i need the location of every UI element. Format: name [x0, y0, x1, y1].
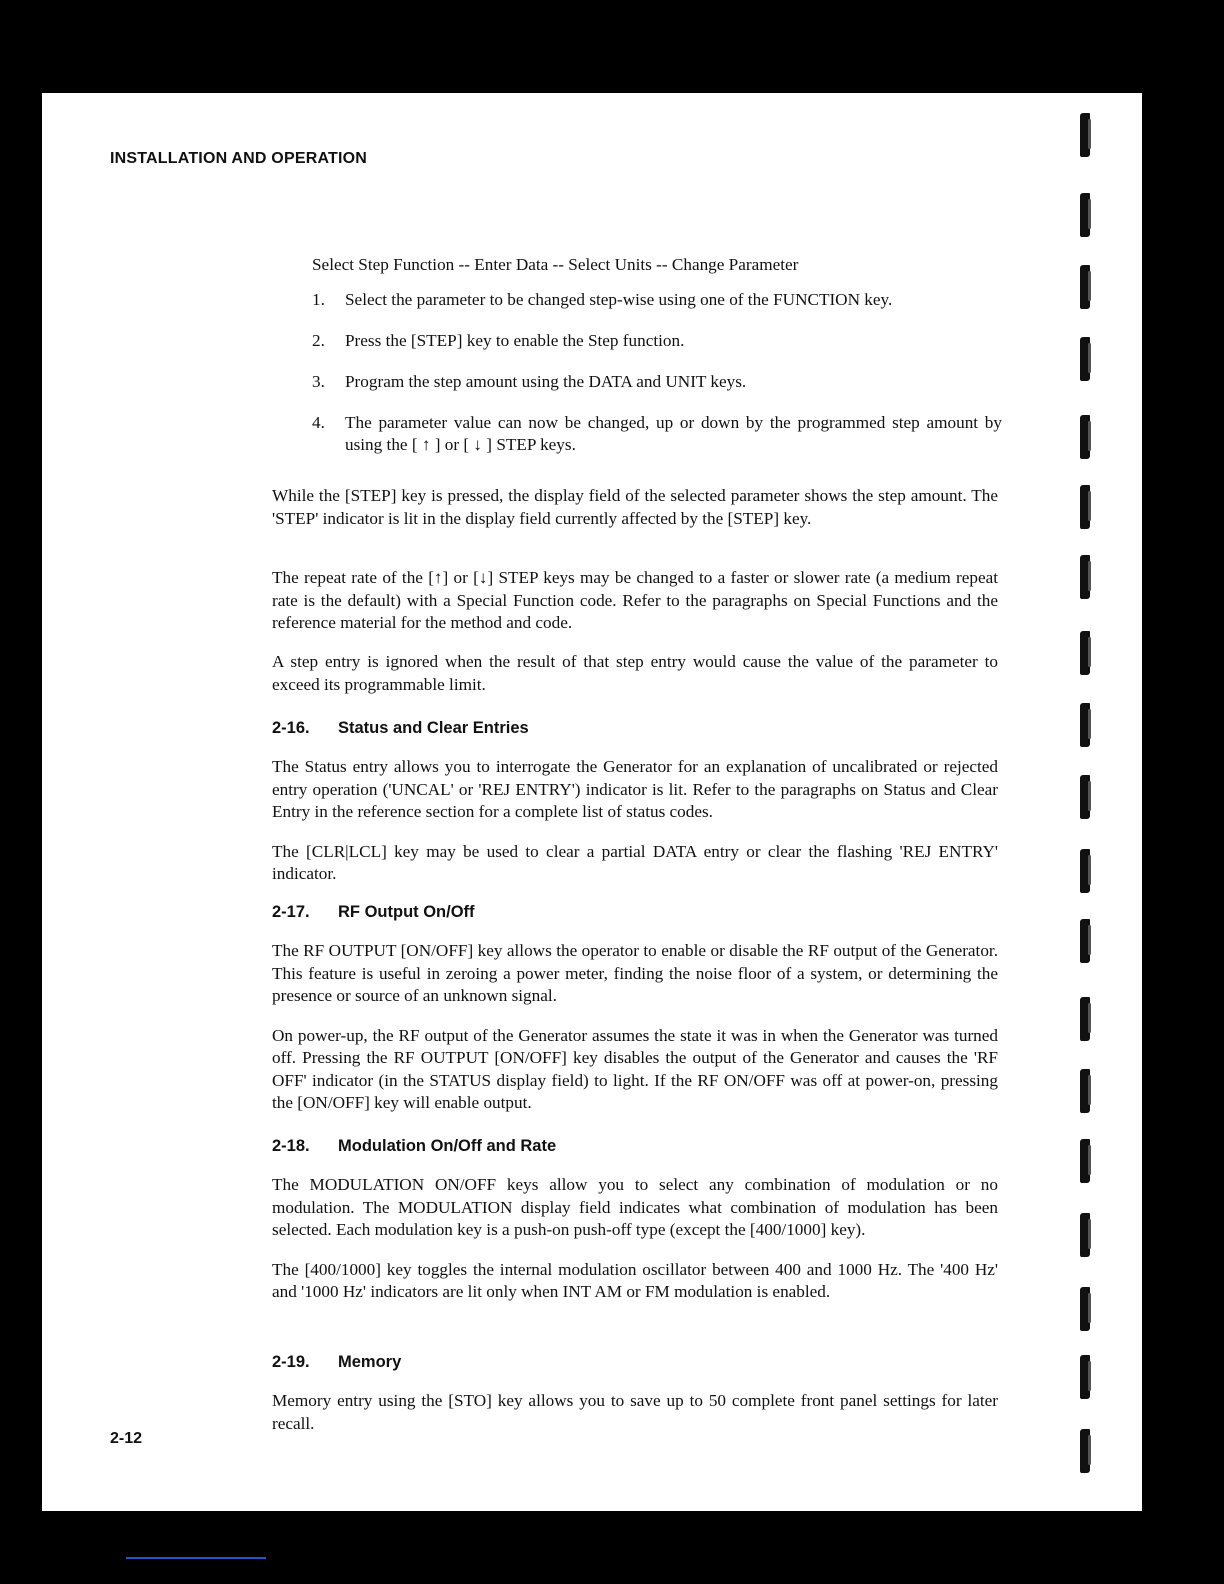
binding-mark	[1080, 1069, 1090, 1113]
section-status-clear	[272, 717, 998, 903]
binding-mark	[1080, 1139, 1090, 1183]
binding-mark	[1080, 485, 1090, 529]
step-sequence-summary: Select Step Function -- Enter Data -- Select Units -- Change Parameter	[312, 255, 799, 274]
binding-mark	[1080, 919, 1090, 963]
binding-marks	[1076, 93, 1104, 1511]
binding-mark	[1080, 193, 1090, 237]
section-heading	[272, 717, 998, 739]
binding-mark	[1080, 265, 1090, 309]
binding-mark	[1080, 1287, 1090, 1331]
binding-mark	[1080, 113, 1090, 157]
paragraph: While the [STEP] key is pressed, the display field of the selected parameter shows the step amount. The 'STEP' indicator is lit in the display field currently affected by the [STEP] key.	[272, 486, 998, 528]
binding-mark	[1080, 775, 1090, 819]
paragraph: The RF OUTPUT [ON/OFF] key allows the operator to enable or disable the RF output of the Generator. This feature is useful in zeroing a power meter, finding the noise floor of a system, or determining the presence or source of an unknown signal.	[272, 941, 998, 1006]
paragraph: The Status entry allows you to interrogate the Generator for an explanation of uncalibrated or rejected entry operation ('UNCAL' or 'REJ ENTRY') indicator is lit. Refer to the paragraphs on Status and Clear Entry in the reference section for a complete list of status codes.	[272, 757, 998, 822]
list-item	[312, 371, 1002, 393]
section-title: Memory	[338, 1353, 402, 1371]
paragraph: The [CLR|LCL] key may be used to clear a partial DATA entry or clear the flashing 'REJ ENTRY' indicator.	[272, 841, 998, 884]
section-heading	[272, 1135, 998, 1157]
step-text: The parameter value can now be changed, up or down by the programmed step amount by using the [ ↑ ] or [ ↓ ] STEP keys.	[345, 413, 1002, 454]
binding-mark	[1080, 555, 1090, 599]
section-rf-output	[272, 901, 998, 1132]
step-number: 1.	[312, 290, 325, 309]
list-item	[312, 289, 1002, 311]
binding-mark	[1080, 337, 1090, 381]
section-heading	[272, 1351, 998, 1373]
section-title: Status and Clear Entries	[338, 719, 529, 737]
step-text: Press the [STEP] key to enable the Step function.	[345, 331, 685, 350]
page-number: 2-12	[110, 1430, 143, 1447]
section-memory	[272, 1351, 998, 1452]
running-header: INSTALLATION AND OPERATION	[110, 150, 368, 167]
section-number: 2-17.	[272, 903, 310, 921]
section-heading	[272, 901, 998, 923]
list-item	[312, 330, 1002, 352]
binding-mark	[1080, 1213, 1090, 1257]
step-number: 3.	[312, 372, 325, 391]
document-page	[42, 93, 1142, 1511]
paragraph: A step entry is ignored when the result of that step entry would cause the value of the parameter to exceed its programmable limit.	[272, 652, 998, 694]
binding-mark	[1080, 415, 1090, 459]
paragraph: The MODULATION ON/OFF keys allow you to select any combination of modulation or no modulation. The MODULATION display field indicates what combination of modulation has been selected. Each modulation key is a push-on push-off type (except the [400/1000] key).	[272, 1175, 998, 1240]
paragraph: On power-up, the RF output of the Generator assumes the state it was in when the Generator was turned off. Pressing the RF OUTPUT [ON/OFF] key disables the output of the Generator and causes the 'RF OFF' indicator (in the STATUS display field) to light. If the RF ON/OFF was off at power-on, pressing the [ON/OFF] key will enable output.	[272, 1025, 998, 1113]
binding-mark	[1080, 631, 1090, 675]
section-title: Modulation On/Off and Rate	[338, 1137, 557, 1155]
paragraph: The repeat rate of the [↑] or [↓] STEP keys may be changed to a faster or slower rate (a medium repeat rate is the default) with a Special Function code. Refer to the paragraphs on Special Functions and the reference material for the method and code.	[272, 568, 998, 632]
step-number: 4.	[312, 413, 325, 432]
list-item	[312, 412, 1002, 456]
step-number: 2.	[312, 331, 325, 350]
section-modulation	[272, 1135, 998, 1321]
step-text: Program the step amount using the DATA and UNIT keys.	[345, 372, 747, 391]
binding-mark	[1080, 703, 1090, 747]
paragraph: The [400/1000] key toggles the internal modulation oscillator between 400 and 1000 Hz. The '400 Hz' and '1000 Hz' indicators are lit only when INT AM or FM modulation is enabled.	[272, 1259, 998, 1302]
section-number: 2-18.	[272, 1137, 310, 1155]
binding-mark	[1080, 849, 1090, 893]
step-list	[312, 289, 1002, 475]
binding-mark	[1080, 1355, 1090, 1399]
section-number: 2-19.	[272, 1353, 310, 1371]
section-title: RF Output On/Off	[338, 903, 475, 921]
step-text: Select the parameter to be changed step-wise using one of the FUNCTION key.	[345, 290, 893, 309]
binding-mark	[1080, 997, 1090, 1041]
binding-mark	[1080, 1429, 1090, 1473]
section-number: 2-16.	[272, 719, 310, 737]
scan-edge-line	[126, 1557, 266, 1559]
paragraph: Memory entry using the [STO] key allows you to save up to 50 complete front panel settings for later recall.	[272, 1391, 998, 1433]
